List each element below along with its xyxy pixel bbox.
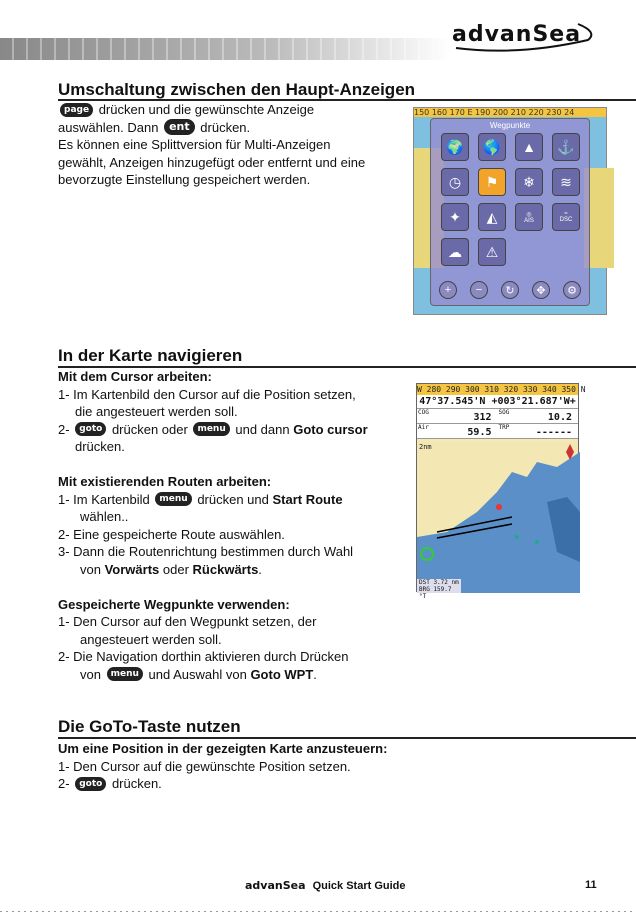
footer-guide: Quick Start Guide [312,880,406,892]
waypoint-panel [430,118,590,306]
chart-drawing [417,442,580,593]
goto-key-icon: goto [75,422,106,436]
earth-icon[interactable]: 🌎 [478,133,506,161]
menu-key-icon: menu [155,492,191,506]
svg-text:2nm: 2nm [419,443,432,451]
section-title-chart-navigation: In der Karte navigieren [58,346,243,365]
position-readout: 47°37.545'N +003°21.687'W+ [417,395,578,409]
brand-logo: advanSea [452,22,582,47]
footer-brand: advanSea [245,879,306,892]
page-key-icon: page [60,103,93,117]
section-title-display-switch: Umschaltung zwischen den Haupt-Anzeigen [58,80,416,99]
page-bottom-line [0,911,636,912]
fish-icon[interactable]: ≋ [552,168,580,196]
ent-key-icon: ent [164,119,195,135]
section-rule [58,737,636,739]
footer [245,879,406,892]
section-title-goto-key: Die GoTo-Taste nutzen [58,717,241,736]
clock-icon[interactable]: ◷ [441,168,469,196]
screenshot-display-menu [413,107,607,315]
section1-text: page drücken und die gewünschte Anzeige auswählen. Dann ent drücken. Es können eine Splittversion für Multi-Anzeigen gewählt, Anzeigen hinzugefügt oder entfernt und eine bevorzugte Einstellung gespeichert werden. [58,102,366,187]
menu-key-icon: menu [193,422,229,436]
wreck-icon[interactable]: ⚓ [552,133,580,161]
lighthouse-icon[interactable]: ▲ [515,133,543,161]
satellite-icon[interactable]: ✦ [441,203,469,231]
road-icon[interactable]: ◭ [478,203,506,231]
dsc-icon[interactable]: ≈ DSC [552,203,580,231]
header-bar [0,38,450,60]
dst-brg-readout: DST 3.72 nm BRG 159.7 °T [417,579,461,593]
nautical-chart[interactable] [417,442,578,600]
menu-key-icon: menu [107,667,143,681]
refresh-icon[interactable]: ↻ [501,281,519,299]
compass-bar: W 280 290 300 310 320 330 340 350 N [417,385,586,394]
warning-icon[interactable]: ⚠ [478,238,506,266]
globe-icon[interactable]: 🌍 [441,133,469,161]
radar-icon[interactable]: ◎ AIS [515,203,543,231]
settings-icon[interactable]: ⚙ [563,281,581,299]
page-number: 11 [585,879,597,891]
goto-key-icon: goto [75,777,106,791]
screenshot-chart-view: W 280 290 300 310 320 330 340 350 N 47°37.545'N +003°21.687'W+ COG 312 SOG 10.2 Air 59.5 TRP ------ 2nm DST 3.72 nm BRG 159.7 °T [417,385,586,600]
section3-text: Um eine Position in der gezeigten Karte anzusteuern: 1- Den Cursor auf die gewünschte Position setzen. 2- goto drücken. [58,741,388,791]
weather-map-icon[interactable]: ❄ [515,168,543,196]
zoom-out-icon[interactable]: − [470,281,488,299]
panel-title: Wegpunkte [489,121,531,130]
zoom-in-icon[interactable]: + [439,281,457,299]
compass-scale: 150 160 170 E 190 200 210 220 230 24 [414,108,606,117]
weather-icon[interactable]: ☁ [441,238,469,266]
arrows-icon[interactable]: ✥ [532,281,550,299]
section2-text: Mit dem Cursor arbeiten: 1- Im Kartenbild den Cursor auf die Position setzen, die angesteuert werden soll. 2- goto drücken oder menu und dann Goto cursor drücken. Mit existierenden Routen arbeiten: 1- Im Kartenbild menu drücken und Start Route wählen.. 2- Eine gespeicherte Route auswählen. 3- Dann die Routenrichtung bestimmen durch Wahl von Vorwärts oder Rückwärts. Gespeicherte Wegpunkte verwenden: 1- Den Cursor auf den Wegpunkt setzen, der angesteuert werden soll. 2- Die Navigation dorthin aktivieren durch Drücken von menu und Auswahl von Goto WPT. [58,369,368,682]
flag-icon[interactable]: ⚑ [478,168,506,196]
